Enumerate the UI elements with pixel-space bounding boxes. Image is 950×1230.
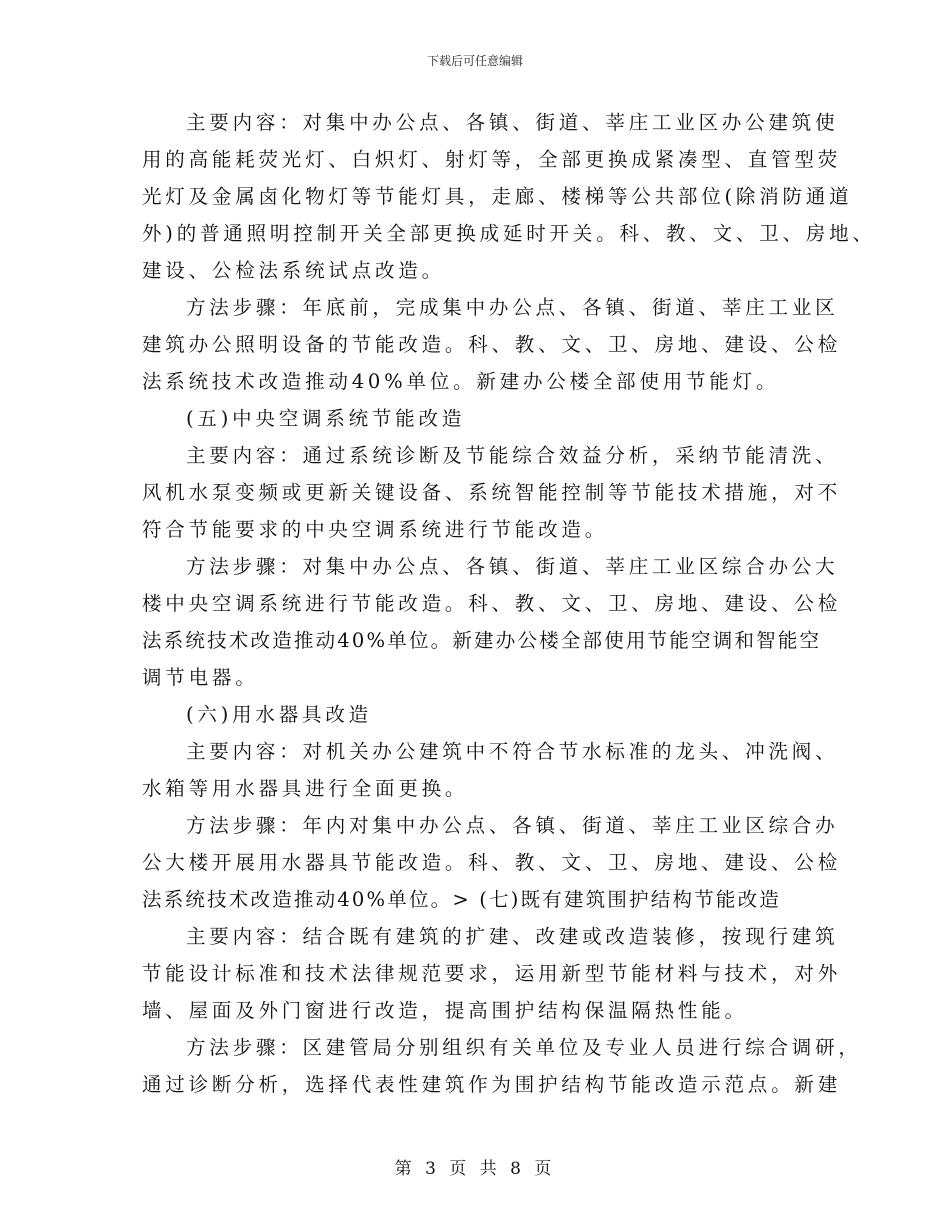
page-header: 下载后可任意编辑 xyxy=(426,54,523,68)
body-line: 方法步骤：区建管局分别组织有关单位及专业人员进行综合调研， xyxy=(186,1036,862,1059)
body-line: 法系统技术改造推动40%单位。> (七)既有建筑围护结构节能改造 xyxy=(142,888,781,911)
body-line: 建设、公检法系统试点改造。 xyxy=(142,259,445,282)
body-line: 墙、屋面及外门窗进行改造，提高围护结构保温隔热性能。 xyxy=(142,999,748,1022)
body-line: 方法步骤：年内对集中办公点、各镇、街道、莘庄工业区综合办 xyxy=(186,814,839,837)
body-line: 主要内容：对集中办公点、各镇、街道、莘庄工业区办公建筑使 xyxy=(186,111,839,134)
body-line: 方法步骤：年底前，完成集中办公点、各镇、街道、莘庄工业区 xyxy=(186,296,839,319)
page-number: 第 3 页 共 8 页 xyxy=(394,1159,556,1179)
body-line: 公大楼开展用水器具节能改造。科、教、文、卫、房地、建设、公检 xyxy=(142,851,842,874)
body-line: 法系统技术改造推动40%单位。新建办公楼全部使用节能灯。 xyxy=(142,370,780,393)
body-line: 水箱等用水器具进行全面更换。 xyxy=(142,777,469,800)
body-line: 通过诊断分析，选择代表性建筑作为围护结构节能改造示范点。新建 xyxy=(142,1073,842,1096)
body-line: 符合节能要求的中央空调系统进行节能改造。 xyxy=(142,518,609,541)
body-line: 用的高能耗荧光灯、白炽灯、射灯等，全部更换成紧凑型、直管型荧 xyxy=(142,148,842,171)
body-line: 调节电器。 xyxy=(142,666,259,689)
body-line: 外)的普通照明控制开关全部更换成延时开关。科、教、文、卫、房地、 xyxy=(142,222,876,245)
body-line: 光灯及金属卤化物灯等节能灯具，走廊、楼梯等公共部位(除消防通道 xyxy=(142,185,853,208)
body-line: 建筑办公照明设备的节能改造。科、教、文、卫、房地、建设、公检 xyxy=(142,333,842,356)
body-line: 主要内容：对机关办公建筑中不符合节水标准的龙头、冲洗阀、 xyxy=(186,740,839,763)
section-heading: (六)用水器具改造 xyxy=(186,703,372,726)
body-line: 节能设计标准和技术法律规范要求，运用新型节能材料与技术，对外 xyxy=(142,962,842,985)
body-line: 方法步骤：对集中办公点、各镇、街道、莘庄工业区综合办公大 xyxy=(186,555,839,578)
body-line: 风机水泵变频或更新关键设备、系统智能控制等节能技术措施，对不 xyxy=(142,481,842,504)
body-line: 法系统技术改造推动40%单位。新建办公楼全部使用节能空调和智能空 xyxy=(142,629,822,652)
document-body xyxy=(142,104,876,1103)
body-line: 主要内容：结合既有建筑的扩建、改建或改造装修，按现行建筑 xyxy=(186,925,839,948)
body-line: 楼中央空调系统进行节能改造。科、教、文、卫、房地、建设、公检 xyxy=(142,592,842,615)
section-heading: (五)中央空调系统节能改造 xyxy=(186,407,466,430)
body-line: 主要内容：通过系统诊断及节能综合效益分析，采纳节能清洗、 xyxy=(186,444,839,467)
